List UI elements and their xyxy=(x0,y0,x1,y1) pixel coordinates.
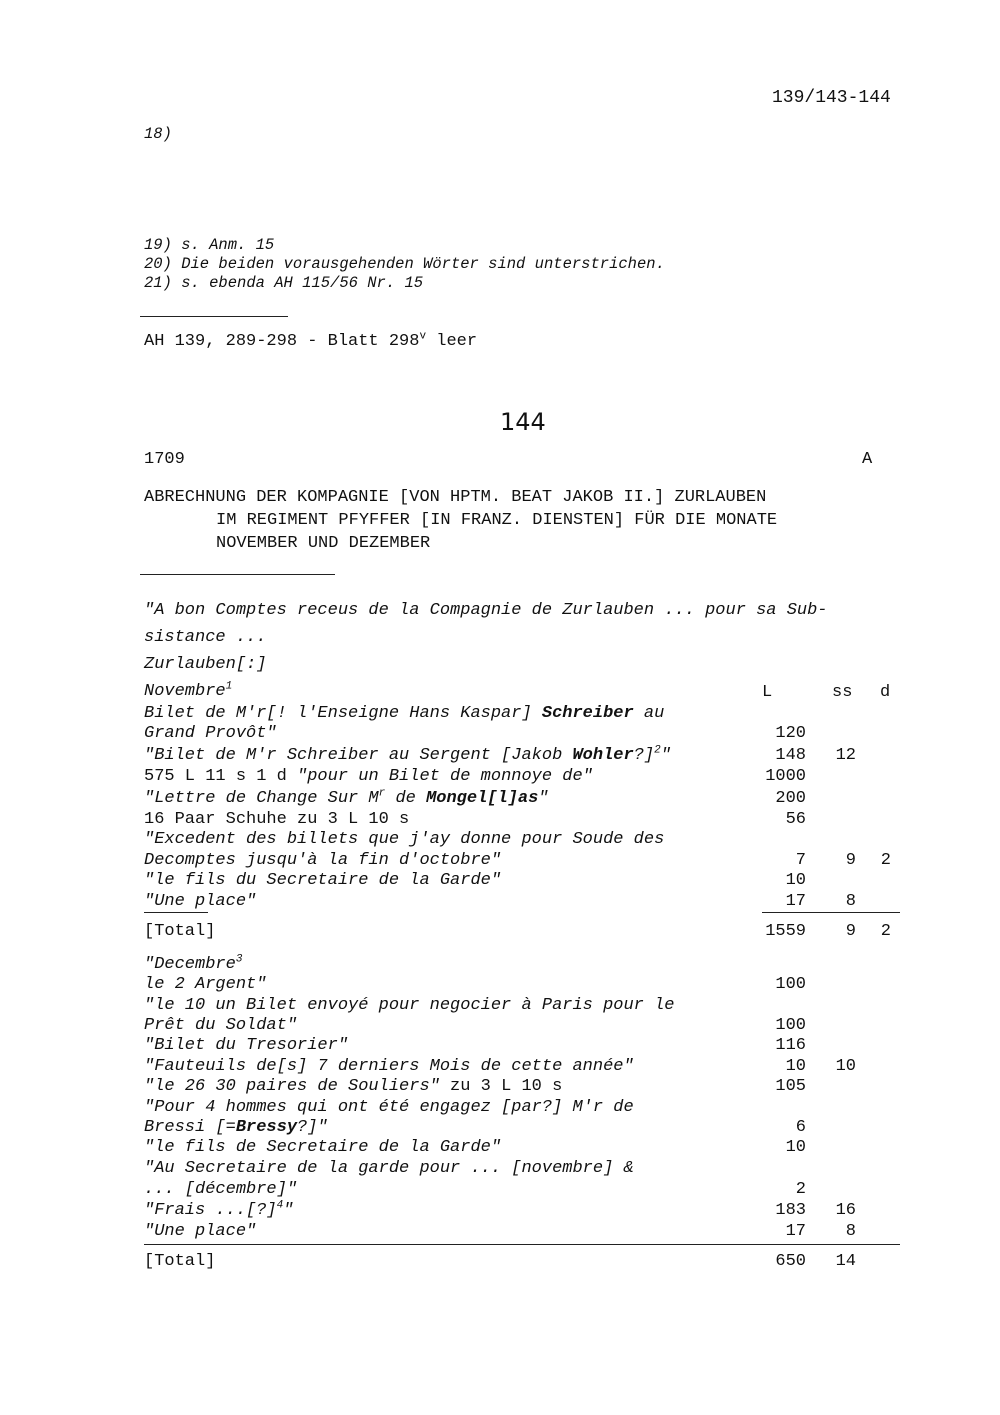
november-row-3-l: 1000 xyxy=(765,767,806,786)
november-total-d: 2 xyxy=(880,922,891,941)
document-number: 144 xyxy=(500,408,546,436)
november-row-2: "Bilet de M'r Schreiber au Sergent [Jakob Wohler?]$^2$" xyxy=(144,744,671,765)
source-reference: AH 139, 289-298 - Blatt 298$^v$ leer xyxy=(144,330,478,351)
november-row-3: 575 L 11 s 1 d "pour un Bilet de monnoye de" xyxy=(144,767,593,786)
footnote-21: 21) s. ebenda AH 115/56 Nr. 15 xyxy=(144,274,424,292)
november-total-label: [Total] xyxy=(144,922,216,941)
november-row-6-ss: 9 xyxy=(845,851,856,870)
december-row-9-ss: 16 xyxy=(835,1201,856,1220)
december-row-7: "le fils de Secretaire de la Garde" xyxy=(144,1138,502,1157)
november-row-5-l: 56 xyxy=(785,810,806,829)
november-row-1-l: 120 xyxy=(775,724,806,743)
column-header-ss: ss xyxy=(832,683,853,702)
november-row-7: "le fils du Secretaire de la Garde" xyxy=(144,871,502,890)
december-row-1-l: 100 xyxy=(775,975,806,994)
footnote-19: 19) s. Anm. 15 xyxy=(144,236,275,254)
december-row-4-l: 10 xyxy=(785,1057,806,1076)
december-row-10-l: 17 xyxy=(785,1222,806,1241)
december-heading: "Decembre$^3$ xyxy=(144,953,243,974)
november-row-4-l: 200 xyxy=(775,789,806,808)
intro-line-1: "A bon Comptes receus de la Compagnie de Zurlauben ... pour sa Sub- xyxy=(144,601,828,620)
december-row-8-l: 2 xyxy=(795,1180,806,1199)
december-total-l: 650 xyxy=(775,1252,806,1271)
november-left-rule xyxy=(144,912,208,913)
december-row-7-l: 10 xyxy=(785,1138,806,1157)
december-row-5: "le 26 30 paires de Souliers" zu 3 L 10 s xyxy=(144,1077,563,1096)
december-row-10: "Une place" xyxy=(144,1222,257,1241)
footnote-20: 20) Die beiden vorausgehenden Wörter sind unterstrichen. xyxy=(144,255,665,273)
december-row-9: "Frais ...[?]$^4$" xyxy=(144,1199,294,1220)
november-row-6-line-1: "Excedent des billets que j'ay donne pour Soude des xyxy=(144,830,665,849)
december-total-ss: 14 xyxy=(835,1252,856,1271)
november-row-2-l: 148 xyxy=(775,746,806,765)
november-total-rule xyxy=(762,912,900,913)
december-row-2-line-2: Prêt du Soldat" xyxy=(144,1016,298,1035)
november-row-8: "Une place" xyxy=(144,892,257,911)
document-letter: A xyxy=(862,450,873,469)
november-row-1-line-2: Grand Provôt" xyxy=(144,724,277,743)
november-row-6-line-2: Decomptes jusqu'à la fin d'octobre" xyxy=(144,851,502,870)
footnote-divider xyxy=(140,316,288,317)
intro-line-2: sistance ... xyxy=(144,628,267,647)
november-row-7-l: 10 xyxy=(785,871,806,890)
document-year: 1709 xyxy=(144,450,185,469)
november-row-1-line-1: Bilet de M'r[! l'Enseigne Hans Kaspar] Schreiber au xyxy=(144,704,665,723)
december-row-3: "Bilet du Tresorier" xyxy=(144,1036,349,1055)
december-row-8-line-1: "Au Secretaire de la garde pour ... [novembre] & xyxy=(144,1159,634,1178)
column-header-d: d xyxy=(880,683,891,702)
december-row-8-line-2: ... [décembre]" xyxy=(144,1180,298,1199)
document-title-line-1: ABRECHNUNG DER KOMPAGNIE [VON HPTM. BEAT JAKOB II.] ZURLAUBEN xyxy=(144,488,767,507)
december-row-2-l: 100 xyxy=(775,1016,806,1035)
page-reference: 139/143-144 xyxy=(772,88,891,108)
title-divider xyxy=(140,574,335,575)
december-row-6-l: 6 xyxy=(795,1118,806,1137)
november-row-4: "Lettre de Change Sur $M^r$ de Mongel[l]as" xyxy=(144,787,549,808)
december-total-rule xyxy=(144,1244,900,1245)
intro-line-3: Zurlauben[:] xyxy=(144,655,267,674)
november-heading: Novembre$^1$ xyxy=(144,680,233,701)
november-total-l: 1559 xyxy=(765,922,806,941)
column-header-l: L xyxy=(762,683,773,702)
december-row-6-line-1: "Pour 4 hommes qui ont été engagez [par?] M'r de xyxy=(144,1098,634,1117)
december-row-5-l: 105 xyxy=(775,1077,806,1096)
december-row-10-ss: 8 xyxy=(845,1222,856,1241)
document-title-line-3: NOVEMBER UND DEZEMBER xyxy=(216,534,431,553)
december-row-6-line-2: Bressi [=Bressy?]" xyxy=(144,1118,328,1137)
november-row-5: 16 Paar Schuhe zu 3 L 10 s xyxy=(144,810,410,829)
november-row-8-l: 17 xyxy=(785,892,806,911)
december-row-9-l: 183 xyxy=(775,1201,806,1220)
december-row-3-l: 116 xyxy=(775,1036,806,1055)
december-row-4-ss: 10 xyxy=(835,1057,856,1076)
november-row-6-l: 7 xyxy=(795,851,806,870)
november-row-2-ss: 12 xyxy=(835,746,856,765)
november-row-6-d: 2 xyxy=(880,851,891,870)
document-title-line-2: IM REGIMENT PFYFFER [IN FRANZ. DIENSTEN] FÜR DIE MONATE xyxy=(216,511,778,530)
november-row-8-ss: 8 xyxy=(845,892,856,911)
november-total-ss: 9 xyxy=(845,922,856,941)
december-total-label: [Total] xyxy=(144,1252,216,1271)
december-row-4: "Fauteuils de[s] 7 derniers Mois de cette année" xyxy=(144,1057,634,1076)
footnote-18: 18) xyxy=(144,125,172,143)
december-row-1: le 2 Argent" xyxy=(144,975,267,994)
december-row-2-line-1: "le 10 un Bilet envoyé pour negocier à Paris pour le xyxy=(144,996,675,1015)
